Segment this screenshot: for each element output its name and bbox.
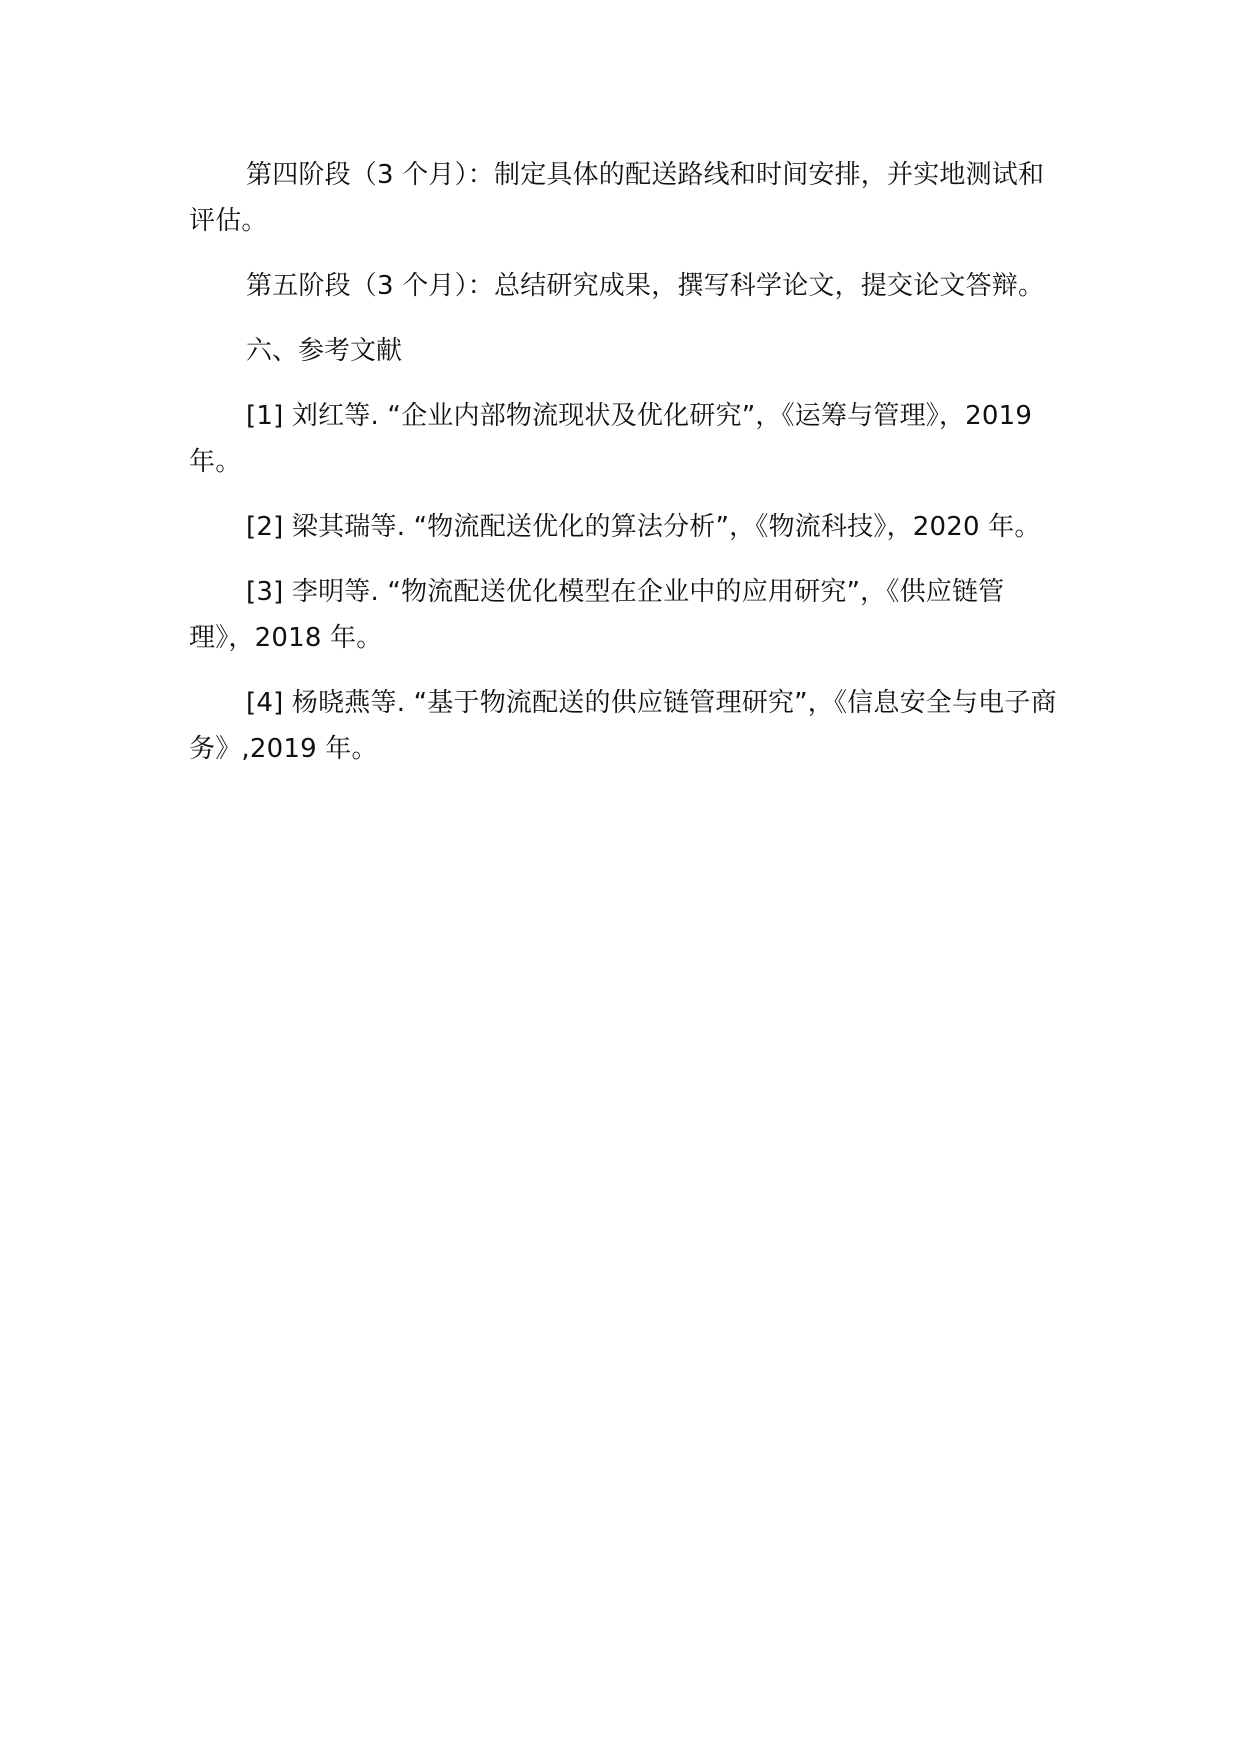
document-body <box>189 152 1059 791</box>
reference-item-3: [3] 李明等. “物流配送优化模型在企业中的应用研究”，《供应链管理》，2018 年。 <box>189 577 1005 653</box>
section-heading-references: 六、参考文献 <box>246 336 403 366</box>
reference-item-4: [4] 杨晓燕等. “基于物流配送的供应链管理研究”，《信息安全与电子商务》,2019 年。 <box>189 688 1057 764</box>
reference-item-1: [1] 刘红等. “企业内部物流现状及优化研究”，《运筹与管理》，2019 年。 <box>189 401 1033 477</box>
paragraph-stage-four: 第四阶段（3 个月）：制定具体的配送路线和时间安排，并实地测试和评估。 <box>189 160 1045 236</box>
paragraph-stage-five: 第五阶段（3 个月）：总结研究成果，撰写科学论文，提交论文答辩。 <box>246 271 1045 301</box>
reference-item-2: [2] 梁其瑞等. “物流配送优化的算法分析”，《物流科技》，2020 年。 <box>246 512 1041 542</box>
